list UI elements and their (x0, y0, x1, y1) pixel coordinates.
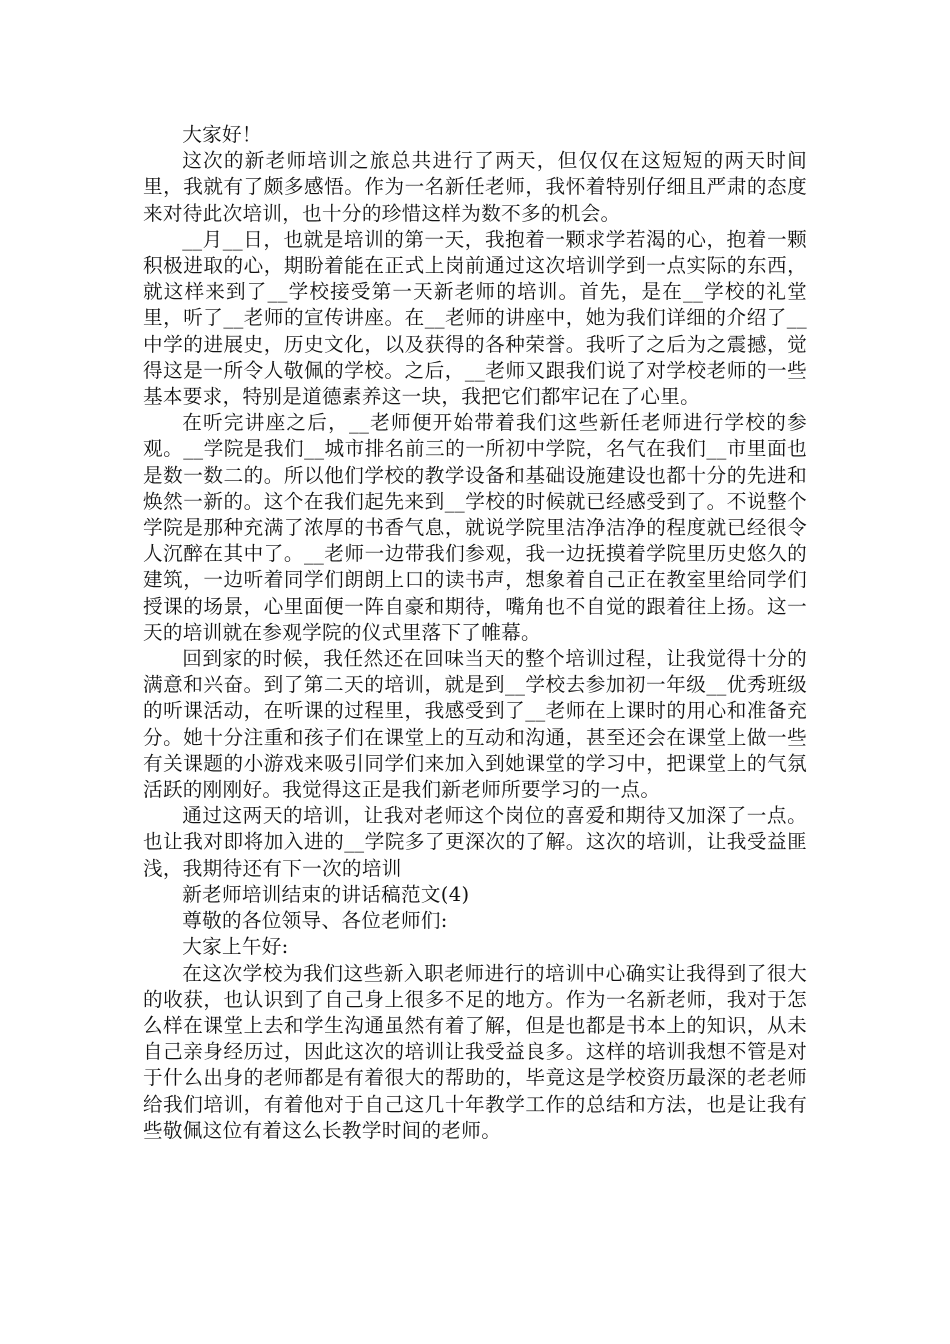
document-page (143, 122, 807, 1144)
greeting: 大家好！ (182, 123, 262, 146)
paragraph-conclusion: 通过这两天的培训，让我对老师这个岗位的喜爱和期待又加深了一点。也让我对即将加入进的__学院多了更深次的了解。这次的培训，让我受益匪浅，我期待还有下一次的培训 (143, 804, 807, 880)
salutation: 尊敬的各位领导、各位老师们: (182, 909, 448, 933)
greeting-morning: 大家上午好: (182, 935, 289, 959)
paragraph-day-two: 回到家的时候，我任然还在回味当天的整个培训过程，让我觉得十分的满意和兴奋。到了第二天的培训，就是到__学校去参加初一年级__优秀班级的听课活动，在听课的过程里，我感受到了__老师在上课时的用心和准备充分。她十分注重和孩子们在课堂上的互动和沟通，甚至还会在课堂上做一些有关课题的小游戏来吸引同学们来加入到她课堂的学习中，把课堂上的气氛活跃的刚刚好。我觉得这正是我们新老师所要学习的一点。 (143, 647, 807, 802)
section-title: 新老师培训结束的讲话稿范文(4) (182, 882, 470, 906)
paragraph-day-one: __月__日，也就是培训的第一天，我抱着一颗求学若渴的心，抱着一颗积极进取的心，期盼着能在正式上岗前通过这次培训学到一点实际的东西，就这样来到了__学校接受第一天新老师的培训。首先，是在__学校的礼堂里，听了__老师的宣传讲座。在__老师的讲座中，她为我们详细的介绍了__中学的进展史，历史文化，以及获得的各种荣誉。我听了之后为之震撼，觉得这是一所令人敬佩的学校。之后，__老师又跟我们说了对学校老师的一些基本要求，特别是道德素养这一块，我把它们都牢记在了心里。 (143, 227, 807, 409)
paragraph-intro: 这次的新老师培训之旅总共进行了两天，但仅仅在这短短的两天时间里，我就有了颇多感悟。作为一名新任老师，我怀着特别仔细且严肃的态度来对待此次培训，也十分的珍惜这样为数不多的机会。 (143, 149, 807, 225)
paragraph-training-gains: 在这次学校为我们这些新入职老师进行的培训中心确实让我得到了很大的收获，也认识到了自己身上很多不足的地方。作为一名新老师，我对于怎么样在课堂上去和学生沟通虽然有着了解，但是也都是书本上的知识，从未自己亲身经历过，因此这次的培训让我受益良多。这样的培训我想不管是对于什么出身的老师都是有着很大的帮助的，毕竟这是学校资历最深的老老师给我们培训，有着他对于自己这几十年教学工作的总结和方法，也是让我有些敬佩这位有着这么长教学时间的老师。 (143, 961, 807, 1142)
paragraph-campus-visit: 在听完讲座之后，__老师便开始带着我们这些新任老师进行学校的参观。__学院是我们__城市排名前三的一所初中学院，名气在我们__市里面也是数一数二的。所以他们学校的教学设备和基础设施建设也都十分的先进和焕然一新的。这个在我们起先来到__学校的时候就已经感受到了。不说整个学院是那种充满了浓厚的书香气息，就说学院里洁净洁净的程度就已经很令人沉醉在其中了。__老师一边带我们参观，我一边抚摸着学院里历史悠久的建筑，一边听着同学们朗朗上口的读书声，想象着自己正在教室里给同学们授课的场景，心里面便一阵自豪和期待，嘴角也不自觉的跟着往上扬。这一天的培训就在参观学院的仪式里落下了帷幕。 (143, 411, 807, 644)
